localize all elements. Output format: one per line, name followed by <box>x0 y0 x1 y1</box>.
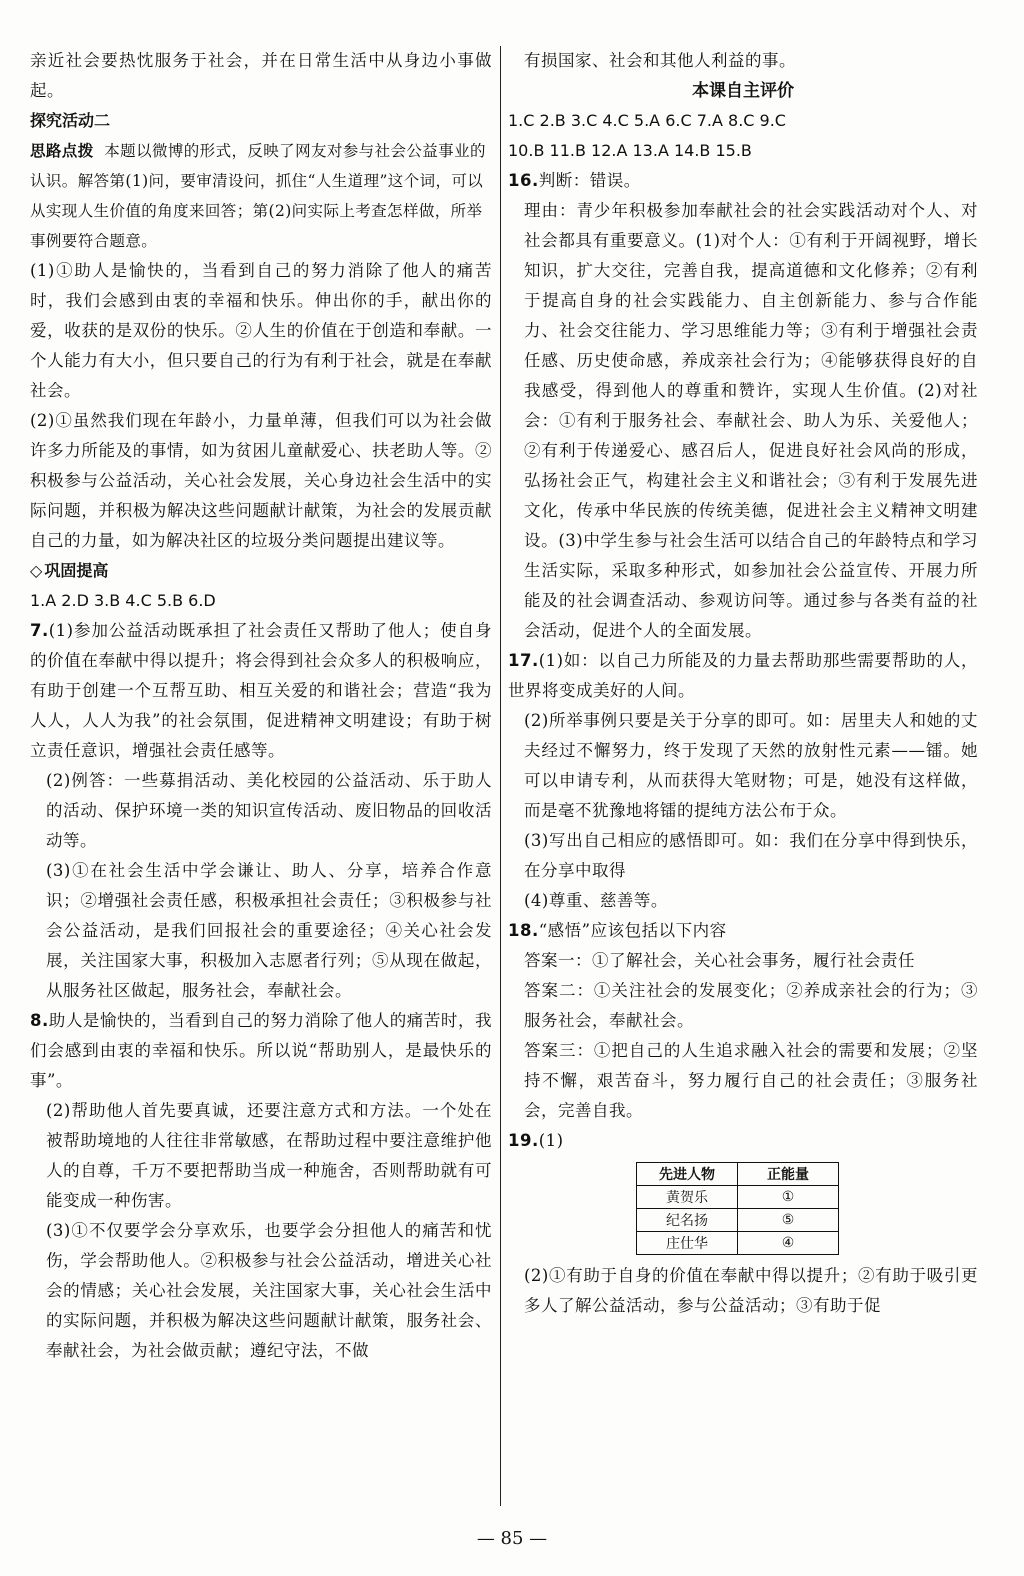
hint-text: 本题以微博的形式，反映了网友对参与社会公益事业的认识。解答第(1)问，要审清设问，抓住“人生道理”这个词，可以从实现人生价值的角度来回答；第(2)问实际上考查怎样做，所举事例要符合题意。 <box>30 142 486 250</box>
question-number: 19. <box>508 1131 539 1150</box>
section-heading: 本课自主评价 <box>692 81 794 101</box>
answer-paragraph: (1)①助人是愉快的，当看到自己的努力消除了他人的痛苦时，我们会感到由衷的幸福和快乐。伸出你的手，献出你的爱，收获的是双份的快乐。②人生的价值在于创造和奉献。一个人能力有大小，但只要自己的行为有利于社会，就是在奉献社会。 <box>30 261 492 400</box>
table-cell: 纪名扬 <box>637 1209 738 1232</box>
question-number: 16. <box>508 171 539 190</box>
question-18 <box>508 916 978 946</box>
table-header: 先进人物 <box>637 1163 738 1186</box>
table-row <box>637 1209 839 1232</box>
answer-paragraph: (2)①虽然我们现在年龄小，力量单薄，但我们可以为社会做许多力所能及的事情，如为贫困儿童献爱心、扶老助人等。②积极参与公益活动，关心社会发展，关心身边社会生活中的实际问题，并积极为解决这些问题献计献策，为社会的发展贡献自己的力量，如为解决社区的垃圾分类问题提出建议等。 <box>30 411 492 550</box>
question-7 <box>30 616 492 766</box>
mc-answers: 10.B 11.B 12.A 13.A 14.B 15.B <box>508 141 752 160</box>
question-number: 18. <box>508 921 539 940</box>
question-19 <box>508 1126 978 1156</box>
answer-paragraph: (2)帮助他人首先要真诚，还要注意方式和方法。一个处在被帮助境地的人往往非常敏感，在帮助过程中要注意维护他人的自尊，千万不要把帮助当成一种施舍，否则帮助就有可能变成一种伤害。 <box>46 1101 492 1210</box>
mc-answers: 1.C 2.B 3.C 4.C 5.A 6.C 7.A 8.C 9.C <box>508 111 786 130</box>
answer-paragraph: 答案二：①关注社会的发展变化；②养成亲社会的行为；③服务社会，奉献社会。 <box>524 981 978 1030</box>
page-number: 85 <box>500 1528 524 1549</box>
question-8 <box>30 1006 492 1096</box>
think-hint <box>30 136 492 256</box>
answer-text: 助人是愉快的，当看到自己的努力消除了他人的痛苦时，我们会感到由衷的幸福和快乐。所以说“帮助别人，是最快乐的事”。 <box>30 1011 492 1090</box>
paragraph: 亲近社会要热忱服务于社会，并在日常生活中从身边小事做起。 <box>30 51 492 100</box>
answer-text: 判断：错误。 <box>538 171 641 190</box>
table-header-row <box>637 1163 839 1186</box>
table-cell: ④ <box>738 1232 839 1255</box>
answer-text: (1) <box>538 1131 564 1150</box>
left-column <box>30 46 492 1366</box>
table-cell: ① <box>738 1186 839 1209</box>
answer-paragraph: 理由：青少年积极参加奉献社会的社会实践活动对个人、对社会都具有重要意义。(1)对个人：①有利于开阔视野，增长知识，扩大交往，完善自我，提高道德和文化修养；②有利于提高自身的社会实践能力、自主创新能力、参与合作能力、社会交往能力、学习思维能力等；③有利于增强社会责任感、历史使命感，养成亲社会行为；④能够获得良好的自我感受，得到他人的尊重和赞许，实现人生价值。(2)对社会：①有利于服务社会、奉献社会、助人为乐、关爱他人；②有利于传递爱心、感召后人，促进良好社会风尚的形成，弘扬社会正气，构建社会主义和谐社会；③有利于发展先进文化，传承中华民族的传统美德，促进社会主义精神文明建设。(3)中学生参与社会生活可以结合自己的年龄特点和学习生活实际，采取多种形式，如参加社会公益宣传、开展力所能及的社会调查活动、参观访问等。通过参与各类有益的社会活动，促进个人的全面发展。 <box>524 201 978 640</box>
table-row <box>637 1232 839 1255</box>
question-number: 7. <box>30 621 49 640</box>
paragraph: 有损国家、社会和其他人利益的事。 <box>524 51 796 70</box>
answer-text: “感悟”应该包括以下内容 <box>538 921 727 940</box>
answer-paragraph: (3)①在社会生活中学会谦让、助人、分享，培养合作意识；②增强社会责任感，积极承担社会责任；③积极参与社会公益活动，是我们回报社会的重要途径；④关心社会发展，关注国家大事，积极加入志愿者行列；⑤从现在做起，从服务社区做起，服务社会，奉献社会。 <box>46 861 492 1000</box>
answer-paragraph: 答案三：①把自己的人生追求融入社会的需要和发展；②坚持不懈，艰苦奋斗，努力履行自己的社会责任；③服务社会，完善自我。 <box>524 1041 978 1120</box>
right-column <box>508 46 978 1321</box>
question-number: 8. <box>30 1011 49 1030</box>
advanced-figures-table <box>636 1162 839 1255</box>
answer-text: (1)如：以自己力所能及的力量去帮助那些需要帮助的人，世界将变成美好的人间。 <box>508 651 978 700</box>
answer-text: (1)参加公益活动既承担了社会责任又帮助了他人；使自身的价值在奉献中得以提升；将会得到社会众多人的积极响应，有助于创建一个互帮互助、相互关爱的和谐社会；营造“我为人人，人人为我”的社会氛围，促进精神文明建设；有助于树立责任意识，增强社会责任感等。 <box>30 621 492 760</box>
question-17 <box>508 646 978 706</box>
answer-paragraph: (3)写出自己相应的感悟即可。如：我们在分享中得到快乐，在分享中取得 <box>524 831 978 880</box>
question-number: 17. <box>508 651 539 670</box>
answer-paragraph: (3)①不仅要学会分享欢乐，也要学会分担他人的痛苦和忧伤，学会帮助他人。②积极参与社会公益活动，增进关心社会的情感；关心社会发展，关注国家大事，关心社会生活中的实际问题，并积极为解决这些问题献计献策，服务社会、奉献社会，为社会做贡献；遵纪守法，不做 <box>46 1221 492 1360</box>
table-cell: ⑤ <box>738 1209 839 1232</box>
table-header: 正能量 <box>738 1163 839 1186</box>
page-footer: — 85 — <box>476 1528 548 1549</box>
section-heading <box>30 556 492 586</box>
section-heading-text: 巩固提高 <box>44 561 109 580</box>
answer-paragraph: (2)①有助于自身的价值在奉献中得以提升；②有助于吸引更多人了解公益活动，参与公益活动；③有助于促 <box>524 1266 978 1315</box>
section-heading: 探究活动二 <box>30 111 111 130</box>
column-divider <box>500 46 501 1506</box>
answer-paragraph: 答案一：①了解社会，关心社会事务，履行社会责任 <box>524 951 915 970</box>
table-row <box>637 1186 839 1209</box>
diamond-icon: ◇ <box>30 561 43 580</box>
question-16 <box>508 166 978 196</box>
answer-paragraph: (2)例答：一些募捐活动、美化校园的公益活动、乐于助人的活动、保护环境一类的知识宣传活动、废旧物品的回收活动等。 <box>46 771 492 850</box>
answer-paragraph: (2)所举事例只要是关于分享的即可。如：居里夫人和她的丈夫经过不懈努力，终于发现了天然的放射性元素——镭。她可以申请专利，从而获得大笔财物；可是，她没有这样做，而是毫不犹豫地将镭的提纯方法公布于众。 <box>524 711 978 820</box>
answer-paragraph: (4)尊重、慈善等。 <box>524 891 668 910</box>
mc-answers: 1.A 2.D 3.B 4.C 5.B 6.D <box>30 591 216 610</box>
table-cell: 黄贺乐 <box>637 1186 738 1209</box>
hint-label: 思路点拨 <box>30 142 94 160</box>
table-cell: 庄仕华 <box>637 1232 738 1255</box>
